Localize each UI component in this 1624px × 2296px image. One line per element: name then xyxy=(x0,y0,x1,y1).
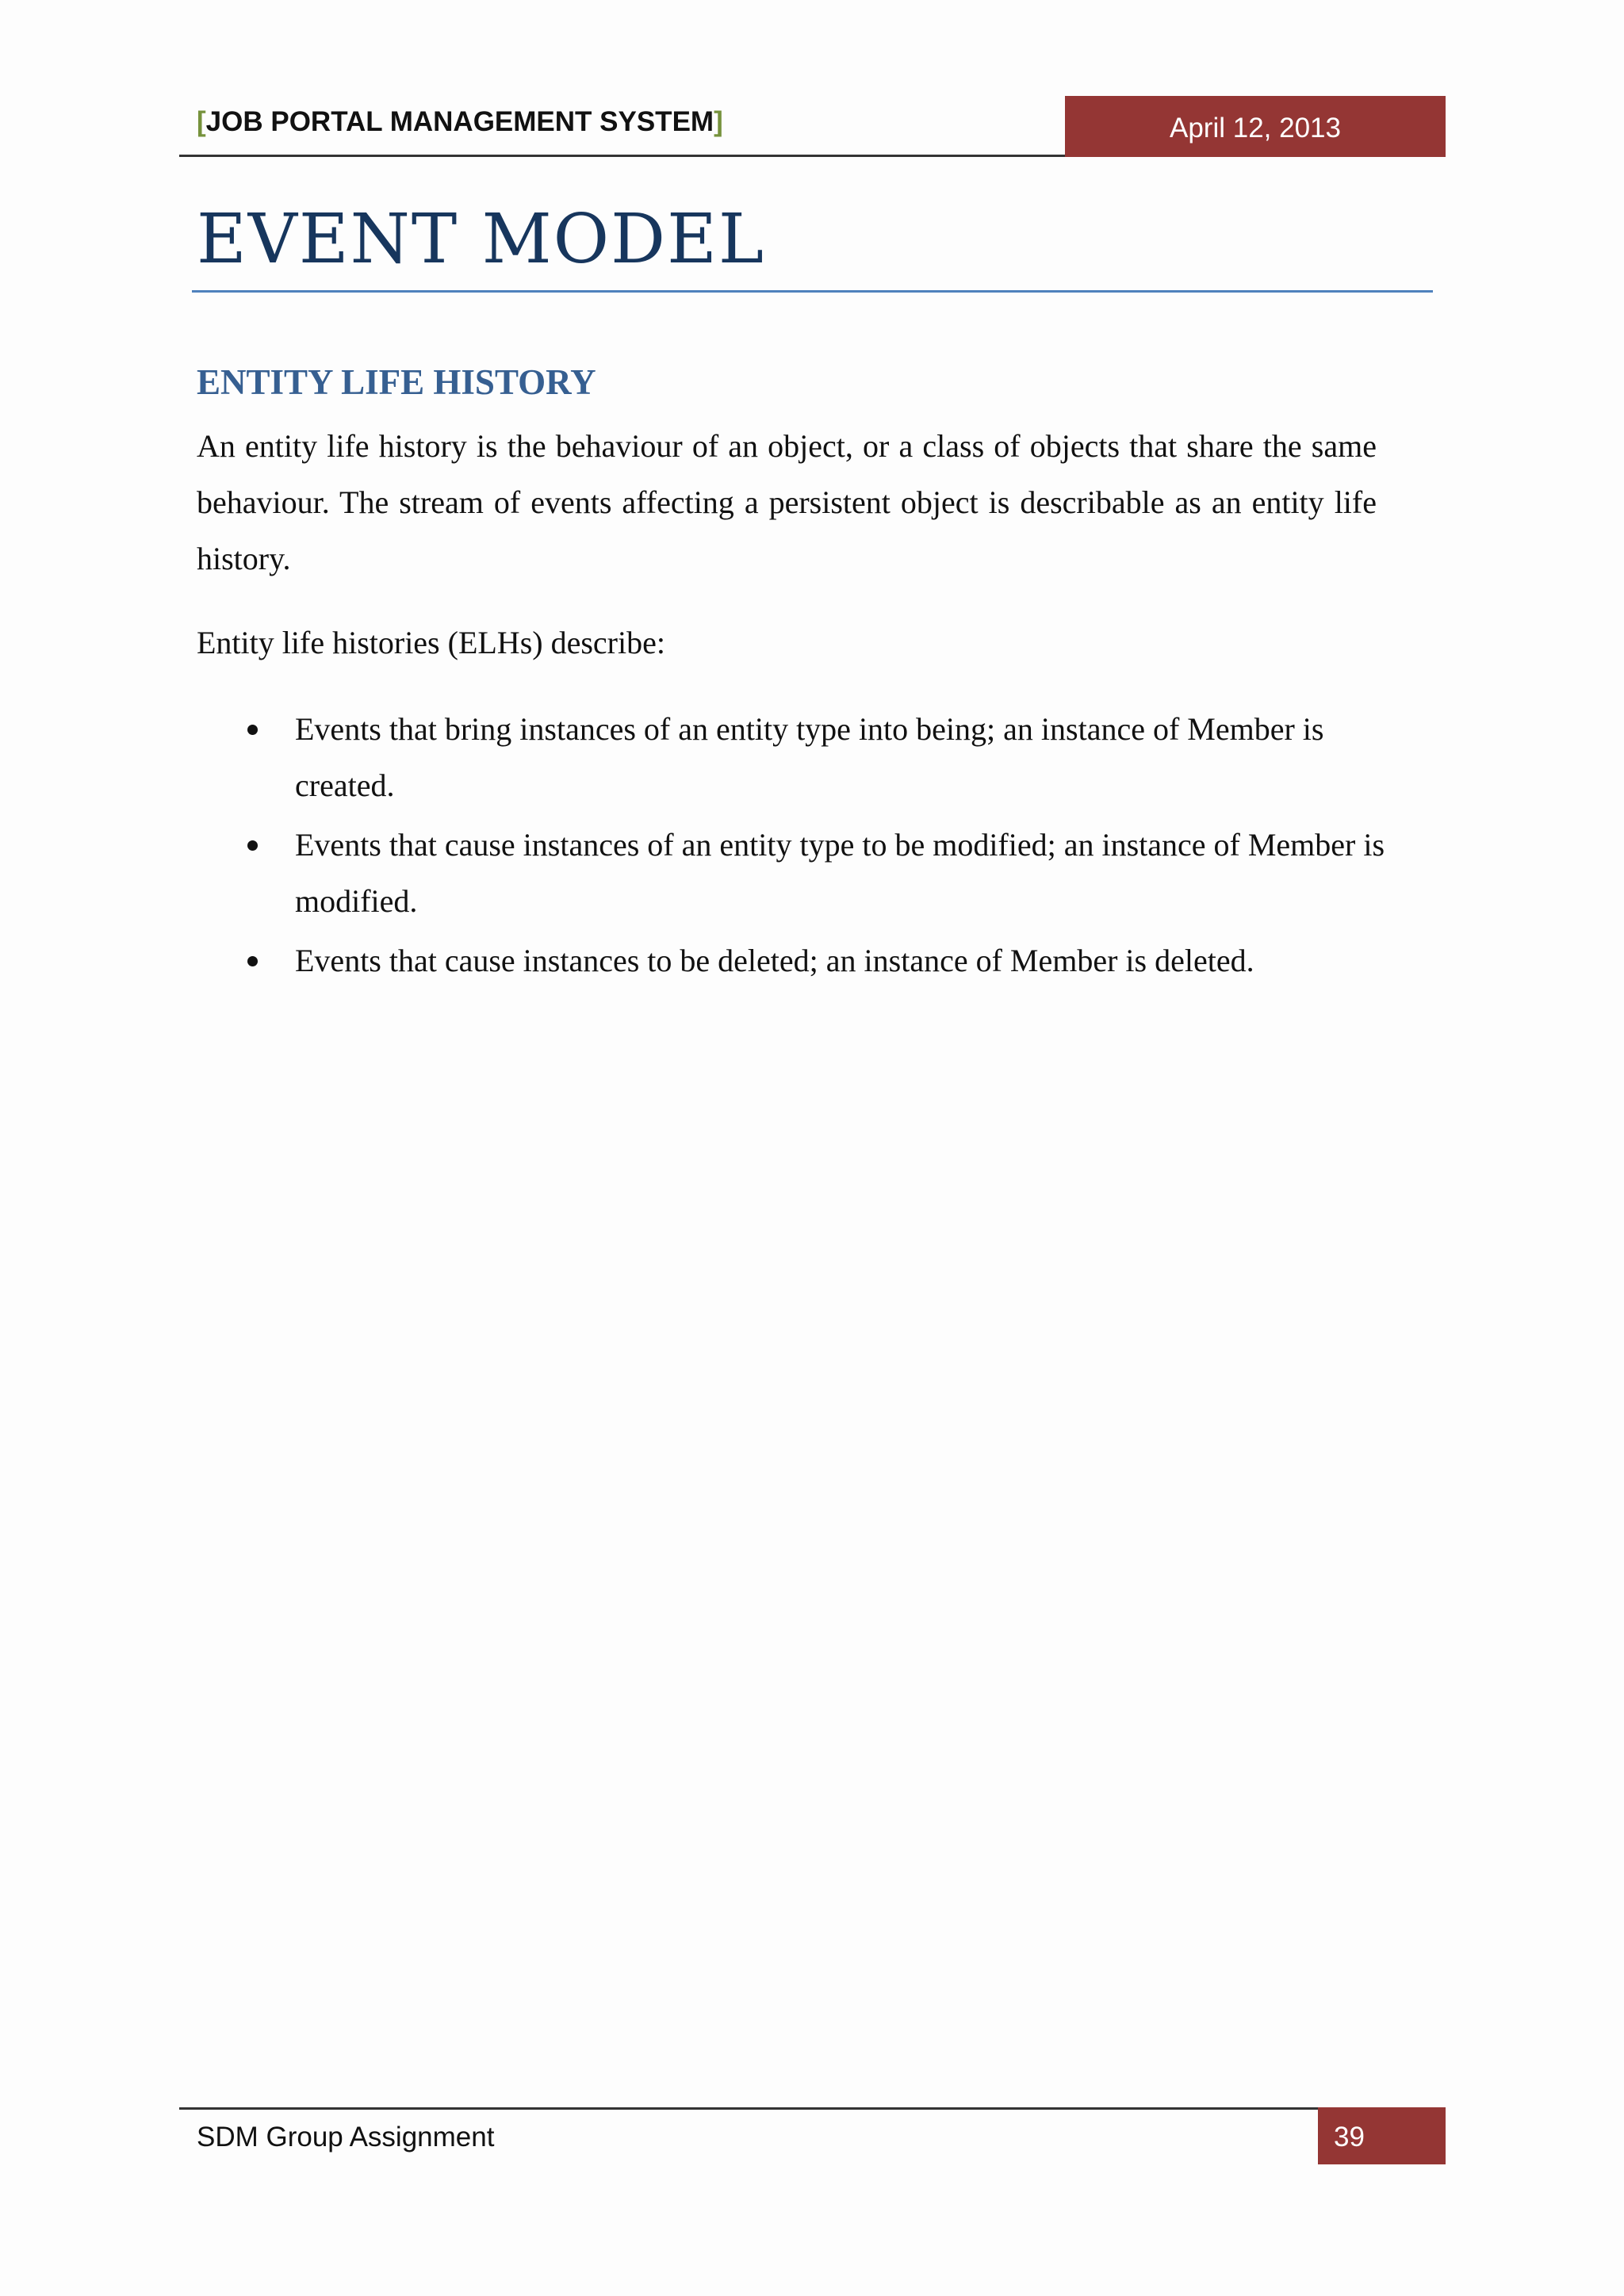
page-title: EVENT MODEL xyxy=(197,200,766,279)
list-item xyxy=(197,932,1413,989)
header-close-bracket: ] xyxy=(714,106,723,137)
describe-paragraph: Entity life histories (ELHs) describe: xyxy=(197,625,665,660)
list-item xyxy=(197,701,1413,813)
header-date: April 12, 2013 xyxy=(1170,113,1341,144)
footer-text: SDM Group Assignment xyxy=(197,2122,495,2152)
bullet-text: Events that cause instances to be deleted; an instance of Member is deleted. xyxy=(295,943,1254,978)
list-item xyxy=(197,817,1413,929)
title-underline xyxy=(192,290,1433,293)
bullet-text: Events that bring instances of an entity type into being; an instance of Member is created. xyxy=(295,711,1324,803)
page-number: 39 xyxy=(1334,2122,1365,2152)
footer-rule xyxy=(179,2107,1321,2110)
bullet-text: Events that cause instances of an entity type to be modified; an instance of Member is modified. xyxy=(295,827,1385,919)
header-date-box xyxy=(1065,96,1446,157)
header-rule xyxy=(179,155,1066,157)
header-open-bracket: [ xyxy=(197,106,206,137)
header-title xyxy=(197,105,723,140)
intro-paragraph: An entity life history is the behaviour of an object, or a class of objects that share the same behaviour. The stream of events affecting a persistent object is describable as an entity life history. xyxy=(197,428,1377,576)
page-number-box xyxy=(1318,2107,1446,2164)
section-heading: ENTITY LIFE HISTORY xyxy=(197,362,596,402)
bullet-icon xyxy=(247,956,258,966)
bullet-icon xyxy=(247,840,258,851)
bullet-icon xyxy=(247,725,258,735)
bullet-list xyxy=(197,701,1402,992)
header-title-text: JOB PORTAL MANAGEMENT SYSTEM xyxy=(205,106,714,137)
